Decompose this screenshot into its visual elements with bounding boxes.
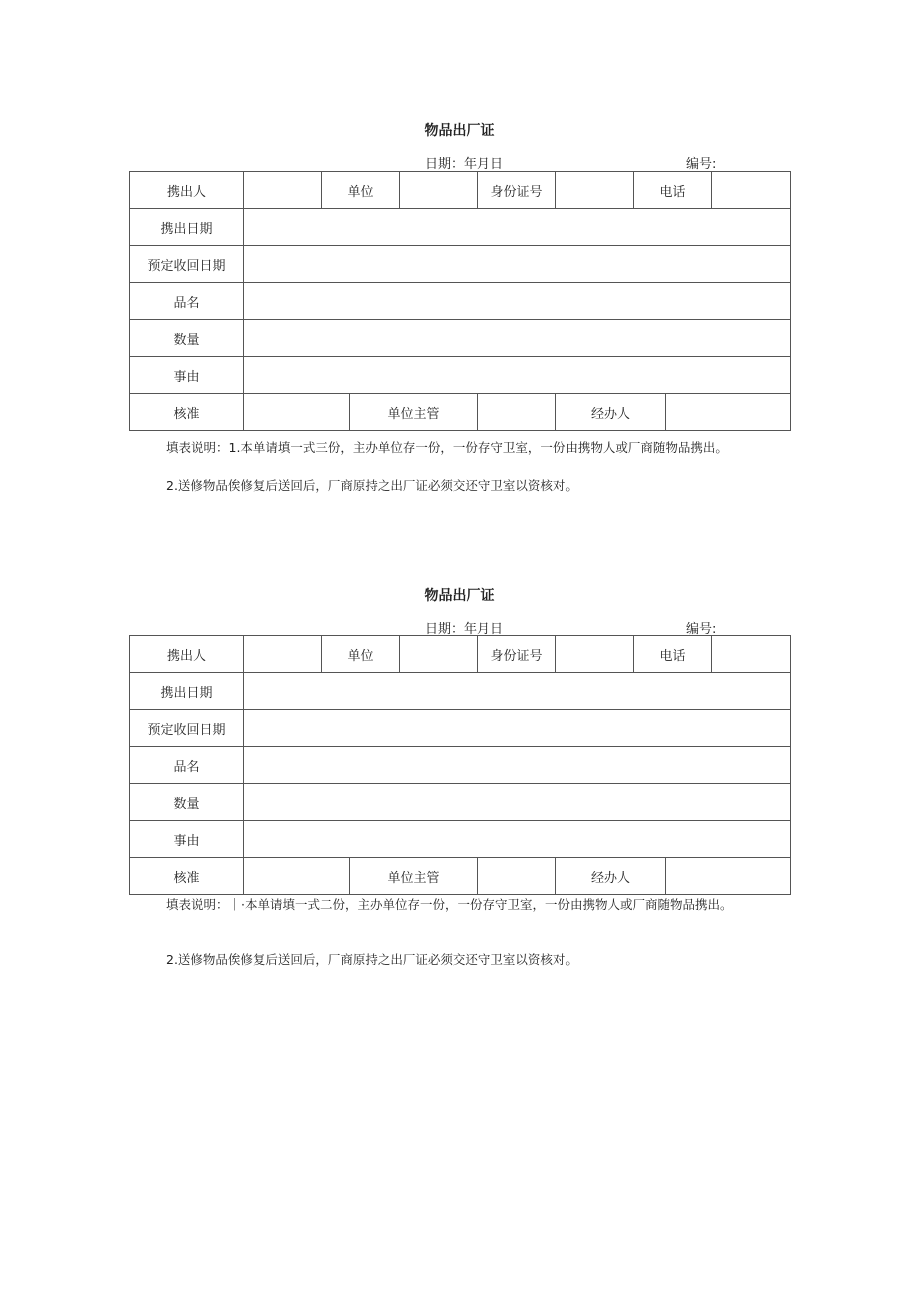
handler-field[interactable] xyxy=(666,858,791,895)
reason-label: 事由 xyxy=(130,357,244,394)
supervisor-label: 单位主管 xyxy=(350,394,478,431)
quantity-label: 数量 xyxy=(130,320,244,357)
number-label: 编号: xyxy=(686,157,717,172)
phone-label: 电话 xyxy=(634,636,712,673)
approve-label: 核准 xyxy=(130,858,244,895)
form-title: 物品出厂证 xyxy=(424,123,495,139)
carrier-field[interactable] xyxy=(244,172,322,209)
supervisor-field[interactable] xyxy=(478,858,556,895)
return-date-field[interactable] xyxy=(244,246,791,283)
carrier-field[interactable] xyxy=(244,636,322,673)
form-title: 物品出厂证 xyxy=(424,588,495,604)
return-date-field[interactable] xyxy=(244,710,791,747)
fill-note-2: 2.送修物品俟修复后送回后，厂商原持之出厂证必须交还守卫室以资核对。 xyxy=(166,952,578,967)
carry-date-field[interactable] xyxy=(244,209,791,246)
reason-field[interactable] xyxy=(244,357,791,394)
supervisor-label: 单位主管 xyxy=(350,858,478,895)
unit-label: 单位 xyxy=(322,636,400,673)
fill-note-1: 填表说明：｜·本单请填一式二份，主办单位存一份，一份存守卫室，一份由携物人或厂商随物品携出。 xyxy=(166,897,733,912)
approve-field[interactable] xyxy=(244,394,350,431)
number-label: 编号: xyxy=(686,622,717,637)
permit-table xyxy=(129,635,791,895)
id-number-field[interactable] xyxy=(556,636,634,673)
return-date-label: 预定收回日期 xyxy=(130,710,244,747)
id-number-label: 身份证号 xyxy=(478,636,556,673)
handler-label: 经办人 xyxy=(556,394,666,431)
supervisor-field[interactable] xyxy=(478,394,556,431)
reason-field[interactable] xyxy=(244,821,791,858)
phone-label: 电话 xyxy=(634,172,712,209)
phone-field[interactable] xyxy=(712,172,791,209)
carry-date-field[interactable] xyxy=(244,673,791,710)
carrier-label: 携出人 xyxy=(130,172,244,209)
return-date-label: 预定收回日期 xyxy=(130,246,244,283)
carry-date-label: 携出日期 xyxy=(130,673,244,710)
id-number-label: 身份证号 xyxy=(478,172,556,209)
unit-label: 单位 xyxy=(322,172,400,209)
phone-field[interactable] xyxy=(712,636,791,673)
item-name-label: 品名 xyxy=(130,283,244,320)
fill-note-2: 2.送修物品俟修复后送回后，厂商原持之出厂证必须交还守卫室以资核对。 xyxy=(166,478,578,493)
item-name-field[interactable] xyxy=(244,747,791,784)
unit-field[interactable] xyxy=(400,172,478,209)
date-label: 日期：年月日 xyxy=(425,622,504,637)
item-name-field[interactable] xyxy=(244,283,791,320)
quantity-label: 数量 xyxy=(130,784,244,821)
carry-date-label: 携出日期 xyxy=(130,209,244,246)
unit-field[interactable] xyxy=(400,636,478,673)
quantity-field[interactable] xyxy=(244,320,791,357)
id-number-field[interactable] xyxy=(556,172,634,209)
approve-field[interactable] xyxy=(244,858,350,895)
item-name-label: 品名 xyxy=(130,747,244,784)
date-label: 日期：年月日 xyxy=(425,157,504,172)
reason-label: 事由 xyxy=(130,821,244,858)
handler-field[interactable] xyxy=(666,394,791,431)
carrier-label: 携出人 xyxy=(130,636,244,673)
permit-table xyxy=(129,171,791,431)
quantity-field[interactable] xyxy=(244,784,791,821)
handler-label: 经办人 xyxy=(556,858,666,895)
approve-label: 核准 xyxy=(130,394,244,431)
fill-note-1: 填表说明：1.本单请填一式三份，主办单位存一份，一份存守卫室，一份由携物人或厂商随物品携出。 xyxy=(166,440,728,455)
